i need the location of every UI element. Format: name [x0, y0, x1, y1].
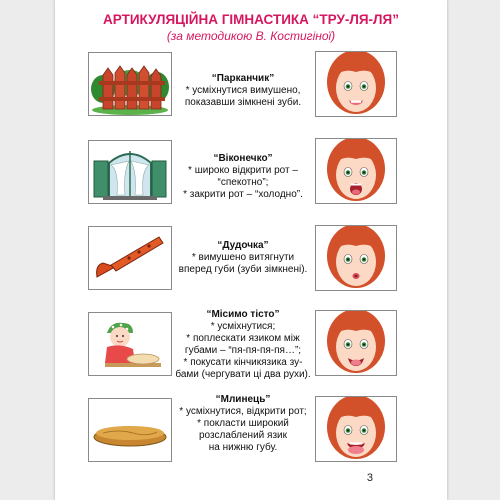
- flute-icon: [89, 227, 171, 289]
- pancake-icon: [89, 399, 171, 461]
- exercise-line: * покусати кінчикязика зу-: [183, 357, 303, 368]
- girl-face-icon: [316, 226, 396, 290]
- window-picture: [88, 140, 172, 204]
- exercise-mlynets: [173, 394, 313, 454]
- face-tongue-between-lips: [315, 310, 397, 376]
- exercise-line: бами (чергувати ці два рухи).: [175, 369, 311, 380]
- exercise-line: * широко відкрити рот –: [188, 165, 298, 176]
- fence-picture: [88, 52, 172, 116]
- exercise-line: * закрити рот – “холодно”.: [183, 189, 303, 200]
- exercise-line: * усміхнутися вимушено,: [185, 85, 301, 96]
- fence-icon: [89, 53, 171, 115]
- exercise-line: * усміхнутися;: [210, 321, 276, 332]
- window-icon: [89, 141, 171, 203]
- exercise-line: вперед губи (зуби зімкнені).: [178, 264, 308, 275]
- dough-icon: [89, 313, 171, 375]
- exercise-vikonechko: [173, 153, 313, 201]
- face-wide-tongue: [315, 396, 397, 462]
- exercise-line: на нижню губу.: [208, 442, 278, 453]
- exercise-line: показавши зімкнені зуби.: [184, 97, 302, 108]
- exercise-line: “спекотно”;: [217, 177, 269, 188]
- exercise-line: * усміхнутися, відкрити рот;: [179, 406, 307, 417]
- exercise-misymo-tisto: [173, 309, 313, 381]
- exercise-line: * покласти широкий: [197, 418, 289, 429]
- dough-picture: [88, 312, 172, 376]
- exercise-name: “Віконечко”: [213, 153, 273, 164]
- page-subtitle: (за методикою В. Костигіної): [166, 29, 336, 43]
- face-pursed-lips: [315, 225, 397, 291]
- exercise-line: * поплескати язиком між: [186, 333, 300, 344]
- girl-face-icon: [316, 139, 396, 203]
- girl-face-icon: [316, 52, 396, 116]
- exercise-name: “Млинець”: [215, 394, 271, 405]
- page-title: АРТИКУЛЯЦІЙНА ГІМНАСТИКА “ТРУ-ЛЯ-ЛЯ”: [103, 12, 399, 27]
- exercise-line: * вимушено витягнути: [191, 252, 295, 263]
- girl-face-icon: [316, 311, 396, 375]
- flute-picture: [88, 226, 172, 290]
- pancake-picture: [88, 398, 172, 462]
- exercise-name: “Дудочка”: [217, 240, 269, 251]
- face-open-mouth: [315, 138, 397, 204]
- exercise-line: губами – “пя-пя-пя-пя…”;: [184, 345, 302, 356]
- exercise-name: “Місимо тісто”: [206, 309, 280, 320]
- page-number: 3: [366, 472, 373, 484]
- exercise-parkanchyk: [173, 73, 313, 109]
- exercise-dudochka: [173, 240, 313, 276]
- exercise-name: “Парканчик”: [211, 73, 275, 84]
- exercise-line: розслаблений язик: [199, 430, 287, 441]
- book-page: [55, 0, 447, 500]
- face-smile-teeth: [315, 51, 397, 117]
- girl-face-icon: [316, 397, 396, 461]
